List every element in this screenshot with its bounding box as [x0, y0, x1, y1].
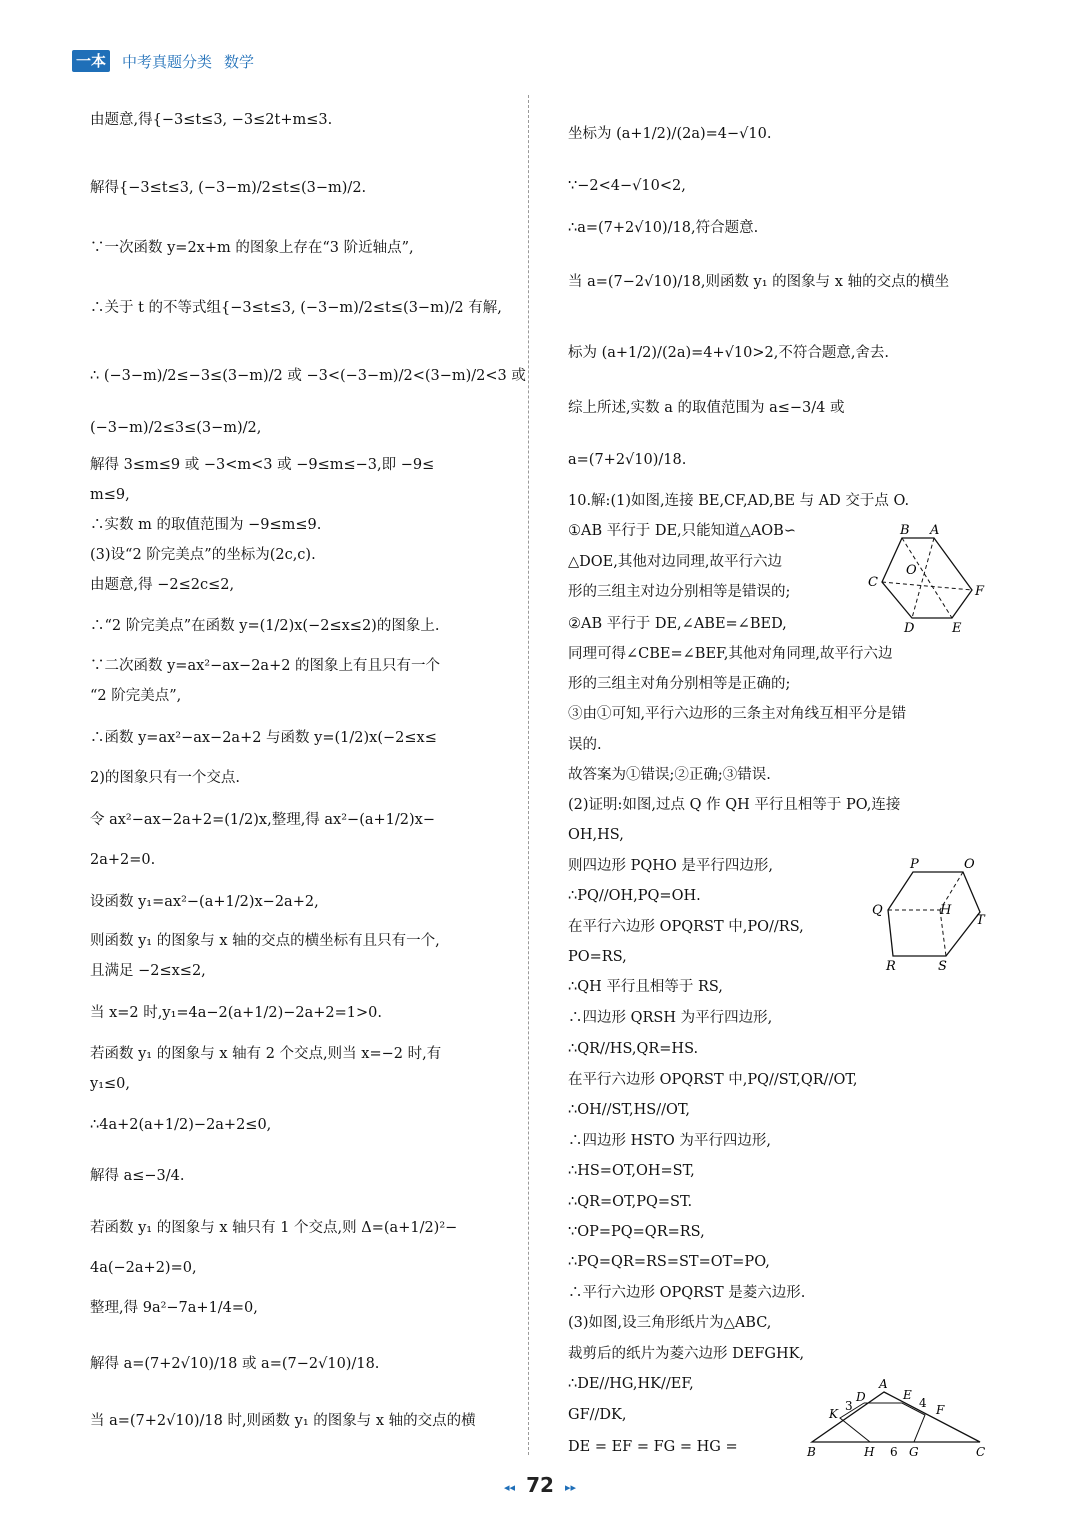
text-line: a=(7+2√10)/18. [568, 452, 687, 468]
text-line: m≤9, [90, 487, 130, 503]
fig1-label: C [868, 575, 878, 590]
text-line: 同理可得∠CBE=∠BEF,其他对角同理,故平行六边 [568, 646, 893, 662]
text-line: (3)设“2 阶完美点”的坐标为(2c,c). [90, 547, 316, 563]
text-line: 误的. [568, 737, 602, 753]
text-line: ∴DE//HG,HK//EF, [568, 1376, 694, 1392]
fig2-label: R [886, 959, 896, 974]
text-line: ∴PQ//OH,PQ=OH. [568, 888, 701, 904]
fig2-label: Q [872, 903, 883, 918]
fig3-label: 4 [919, 1396, 927, 1410]
fig3-label: A [879, 1377, 888, 1391]
subject-label: 数学 [224, 52, 255, 71]
fig3-label: C [976, 1445, 986, 1459]
text-line: ∴函数 y=ax²−ax−2a+2 与函数 y=(1/2)x(−2≤x≤ [90, 730, 437, 746]
text-line: 解得{−3≤t≤3, (−3−m)/2≤t≤(3−m)/2. [90, 180, 367, 196]
text-line: ∴ (−3−m)/2≤−3≤(3−m)/2 或 −3<(−3−m)/2<(3−m)/2<3 或 [90, 368, 526, 384]
fig1-label: B [900, 523, 910, 538]
text-line: ∴关于 t 的不等式组{−3≤t≤3, (−3−m)/2≤t≤(3−m)/2 有解, [90, 300, 502, 316]
page-header [72, 48, 254, 74]
text-line: ∴a=(7+2√10)/18,符合题意. [568, 220, 759, 236]
fig1-label: D [904, 621, 915, 635]
text-line: y₁≤0, [90, 1076, 130, 1092]
text-line: “2 阶完美点”, [90, 688, 182, 704]
text-line: ∴QR=OT,PQ=ST. [568, 1194, 693, 1210]
text-line: ∴实数 m 的取值范围为 −9≤m≤9. [90, 517, 322, 533]
text-line: 在平行六边形 OPQRST 中,PO//RS, [568, 919, 804, 935]
hexagon-figure-1 [862, 520, 992, 635]
fig2-label: T [976, 913, 985, 928]
text-line: 2)的图象只有一个交点. [90, 770, 240, 786]
next-page-icon[interactable]: ▸▸ [565, 1481, 577, 1494]
fig1-label: A [930, 523, 940, 538]
fig3-label: K [829, 1407, 838, 1421]
text-line: DE = EF = FG = HG = [568, 1439, 738, 1455]
text-line: 综上所述,实数 a 的取值范围为 a≤−3/4 或 [568, 400, 845, 416]
text-line: GF//DK, [568, 1407, 627, 1423]
text-line: ∵二次函数 y=ax²−ax−2a+2 的图象上有且只有一个 [90, 658, 441, 674]
fig1-label: F [975, 584, 985, 599]
text-line: 形的三组主对角分别相等是正确的; [568, 676, 791, 692]
fig2-label: H [940, 903, 952, 918]
text-line: ①AB 平行于 DE,只能知道△AOB∽ [568, 523, 796, 539]
text-line: 则四边形 PQHO 是平行四边形, [568, 858, 774, 874]
fig3-label: E [903, 1388, 912, 1402]
fig1-label: O [906, 563, 917, 578]
text-line: ∵−2<4−√10<2, [568, 178, 686, 194]
text-line: ∴PQ=QR=RS=ST=OT=PO, [568, 1254, 770, 1270]
text-line: (−3−m)/2≤3≤(3−m)/2, [90, 420, 262, 436]
text-line: 且满足 −2≤x≤2, [90, 963, 206, 979]
fig3-label: D [856, 1390, 866, 1404]
text-line: (2)证明:如图,过点 Q 作 QH 平行且相等于 PO,连接 [568, 797, 901, 813]
text-line: ∴QR//HS,QR=HS. [568, 1041, 699, 1057]
text-line: ∴四边形 HSTO 为平行四边形, [568, 1133, 771, 1149]
fig3-label: H [864, 1445, 875, 1459]
column-divider [528, 95, 529, 1455]
text-line: 10.解:(1)如图,连接 BE,CF,AD,BE 与 AD 交于点 O. [568, 493, 910, 509]
text-line: 当 x=2 时,y₁=4a−2(a+1/2)−2a+2=1>0. [90, 1005, 382, 1021]
fig2-label: S [938, 959, 947, 974]
fig2-label: O [964, 857, 975, 872]
fig3-label: B [807, 1445, 816, 1459]
text-line: 令 ax²−ax−2a+2=(1/2)x,整理,得 ax²−(a+1/2)x− [90, 812, 435, 828]
text-line: ∴“2 阶完美点”在函数 y=(1/2)x(−2≤x≤2)的图象上. [90, 618, 440, 634]
text-line: 若函数 y₁ 的图象与 x 轴有 2 个交点,则当 x=−2 时,有 [90, 1046, 442, 1062]
text-line: 设函数 y₁=ax²−(a+1/2)x−2a+2, [90, 894, 319, 910]
text-line: ∴OH//ST,HS//OT, [568, 1102, 690, 1118]
text-line: ∵OP=PQ=QR=RS, [568, 1224, 705, 1240]
text-line: 标为 (a+1/2)/(2a)=4+√10>2,不符合题意,舍去. [568, 345, 890, 361]
text-line: ∴平行六边形 OPQRST 是菱六边形. [568, 1285, 806, 1301]
fig2-label: P [910, 857, 919, 872]
text-line: OH,HS, [568, 827, 624, 843]
fig3-label: 6 [890, 1445, 898, 1459]
text-line: (3)如图,设三角形纸片为△ABC, [568, 1315, 772, 1331]
text-line: ∴QH 平行且相等于 RS, [568, 979, 723, 995]
hexagon-figure-2 [868, 852, 993, 977]
fig1-label: E [952, 621, 962, 635]
text-line: 4a(−2a+2)=0, [90, 1260, 197, 1276]
text-line: 若函数 y₁ 的图象与 x 轴只有 1 个交点,则 Δ=(a+1/2)²− [90, 1220, 458, 1236]
page-footer [0, 1473, 1080, 1497]
page-number: 72 [526, 1473, 554, 1497]
text-line: 形的三组主对边分别相等是错误的; [568, 584, 791, 600]
book-logo: 一本 [72, 50, 110, 72]
text-line: 解得 3≤m≤9 或 −3<m<3 或 −9≤m≤−3,即 −9≤ [90, 457, 435, 473]
text-line: ∴四边形 QRSH 为平行四边形, [568, 1010, 773, 1026]
text-line: ∵一次函数 y=2x+m 的图象上存在“3 阶近轴点”, [90, 240, 414, 256]
text-line: 2a+2=0. [90, 852, 156, 868]
text-line: 裁剪后的纸片为菱六边形 DEFGHK, [568, 1346, 805, 1362]
fig3-label: 3 [845, 1399, 853, 1413]
prev-page-icon[interactable]: ◂◂ [503, 1481, 515, 1494]
text-line: ∴HS=OT,OH=ST, [568, 1163, 695, 1179]
fig3-label: G [909, 1445, 919, 1459]
text-line: 坐标为 (a+1/2)/(2a)=4−√10. [568, 126, 772, 142]
text-line: 当 a=(7+2√10)/18 时,则函数 y₁ 的图象与 x 轴的交点的横 [90, 1413, 476, 1429]
text-line: 解得 a≤−3/4. [90, 1168, 185, 1184]
text-line: 由题意,得{−3≤t≤3, −3≤2t+m≤3. [90, 112, 333, 128]
book-title: 中考真题分类 [122, 52, 213, 71]
text-line: ∴4a+2(a+1/2)−2a+2≤0, [90, 1117, 272, 1133]
text-line: 由题意,得 −2≤2c≤2, [90, 577, 235, 593]
text-line: 解得 a=(7+2√10)/18 或 a=(7−2√10)/18. [90, 1356, 380, 1372]
text-line: 则函数 y₁ 的图象与 x 轴的交点的横坐标有且只有一个, [90, 933, 440, 949]
text-line: 在平行六边形 OPQRST 中,PQ//ST,QR//OT, [568, 1072, 858, 1088]
text-line: 故答案为①错误;②正确;③错误. [568, 767, 771, 783]
text-line: ③由①可知,平行六边形的三条主对角线互相平分是错 [568, 706, 907, 722]
text-line: 整理,得 9a²−7a+1/4=0, [90, 1300, 258, 1316]
triangle-figure-3 [802, 1370, 992, 1462]
text-line: ②AB 平行于 DE,∠ABE=∠BED, [568, 616, 787, 632]
text-line: △DOE,其他对边同理,故平行六边 [568, 554, 782, 570]
text-line: PO=RS, [568, 949, 627, 965]
text-line: 当 a=(7−2√10)/18,则函数 y₁ 的图象与 x 轴的交点的横坐 [568, 274, 950, 290]
fig3-label: F [936, 1403, 945, 1417]
